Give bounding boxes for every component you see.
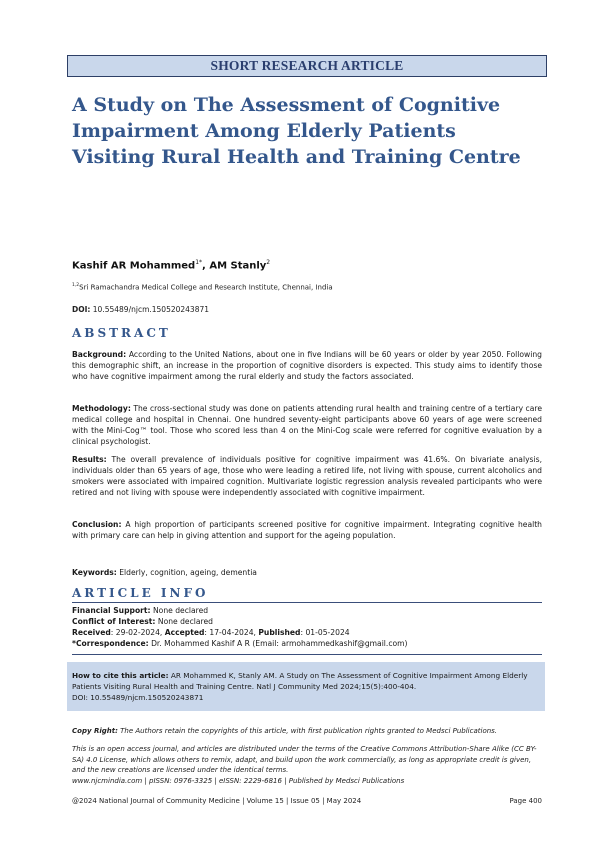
published-value: : 01-05-2024 [300,628,350,637]
paper-title: A Study on The Assessment of Cognitive Impairment Among Elderly Patients Visiting Rural Health and Training Centre [72,94,521,168]
correspondence-row [72,638,542,649]
section-divider [72,602,542,603]
conclusion-label: Conclusion: [72,520,122,529]
journal-links[interactable]: www.njcmindia.com | pISSN: 0976-3325 | eISSN: 2229-6816 | Published by Medsci Publications [72,776,405,785]
article-type-label: SHORT RESEARCH ARTICLE [210,58,404,73]
correspondence-label: *Correspondence: [72,639,149,648]
conflict-label: Conflict of Interest: [72,617,156,626]
doi-link[interactable]: 10.55489/njcm.150520243871 [90,305,210,314]
accepted-label: Accepted [164,628,205,637]
conflict-row [72,616,542,627]
citation-label: How to cite this article: [72,671,169,680]
abstract-methodology [72,403,542,447]
license-text: This is an open access journal, and articles are distributed under the terms of the Creative Commons Attribution-Share Alike (CC BY-SA) 4.0 License, which allows others to remix, adapt, and build upon the work commercially, as long as appropriate credit is given, and the new creations are licensed under the identical terms. [72,745,537,774]
keywords-label: Keywords: [72,568,117,577]
author-affiliation-marker: 1* [195,259,203,266]
author-name[interactable]: Kashif AR Mohammed [72,260,196,272]
received-label: Received [72,628,111,637]
affiliation-text: Sri Ramachandra Medical College and Research Institute, Chennai, India [79,283,333,292]
article-info-heading: ARTICLE INFO [72,586,209,600]
citation-text: AR Mohammed K, Stanly AM. A Study on The Assessment of Cognitive Impairment Among Elderly Patients Visiting Rural Health and Training Centre. Natl J Community Med 2024;15(5):400-404. [72,671,528,691]
copyright-label: Copy Right: [72,727,118,735]
received-value: : 29-02-2024, [110,628,165,637]
page-number: Page 400 [509,797,542,805]
citation-box [67,662,545,711]
author-separator: , [202,260,210,272]
copyright-notice [72,726,542,737]
dates-row [72,627,542,638]
abstract-heading: ABSTRACT [72,326,171,340]
license-notice [72,744,542,786]
doi-label: DOI: [72,305,91,314]
published-label: Published [258,628,301,637]
copyright-text: The Authors retain the copyrights of this article, with first publication rights granted to Medsci Publications. [117,727,498,735]
keywords-text: Elderly, cognition, ageing, dementia [116,568,257,577]
methodology-label: Methodology: [72,404,131,413]
article-info [72,605,542,649]
financial-support-value: None declared [150,606,209,615]
section-divider [72,654,542,655]
conflict-value: None declared [155,617,213,626]
author-list [72,259,270,271]
doi-line [72,305,209,314]
article-type-banner [67,55,547,77]
conclusion-text: A high proportion of participants screened positive for cognitive impairment. Integrating cognitive health with primary care can help in giving attention and support for the ageing population. [72,520,542,540]
citation-doi[interactable]: DOI: 10.55489/njcm.150520243871 [72,693,204,702]
financial-support-label: Financial Support: [72,606,151,615]
affiliation [72,283,333,291]
abstract-conclusion [72,519,542,541]
page-footer [72,797,542,805]
footer-journal-info: @2024 National Journal of Community Medicine | Volume 15 | Issue 05 | May 2024 [72,797,362,805]
results-label: Results: [72,455,107,464]
correspondence-value[interactable]: Dr. Mohammed Kashif A R (Email: armohammedkashif@gmail.com) [148,639,408,648]
financial-support-row [72,605,542,616]
background-label: Background: [72,350,127,359]
results-text: The overall prevalence of individuals positive for cognitive impairment was 41.6%. On bivariate analysis, individuals older than 65 years of age, those who were leading a retired life, not living with spouse, current alcoholics and smokers were associated with impaired cognition. Multivariate logistic regression analysis revealed participants who were retired and not living with spouse were independently associated with cognitive impairment. [72,455,542,497]
accepted-value: : 17-04-2024, [204,628,259,637]
citation-text-block [72,670,539,692]
author-affiliation-marker: 2 [266,259,271,266]
abstract-results [72,454,542,498]
abstract-background [72,349,542,382]
affiliation-marker: 1,2 [72,283,80,288]
methodology-text: The cross-sectional study was done on patients attending rural health and training centre of a tertiary care medical college and hospital in Chennai. One hundred seventy-eight participants above 60 years of age were screened with the Mini-Cog™ tool. Those who scored less than 4 on the Mini-Cog scale were referred for cognitive evaluation by a clinical psychologist. [72,404,542,446]
background-text: According to the United Nations, about one in five Indians will be 60 years or older by year 2050. Following this demographic shift, an increase in the proportion of cognitive disorders is expected. This study aims to identify those who have cognitive impairment among the rural elderly and study the factors associated. [72,350,542,381]
keywords [72,567,542,578]
author-name[interactable]: AM Stanly [209,260,267,272]
